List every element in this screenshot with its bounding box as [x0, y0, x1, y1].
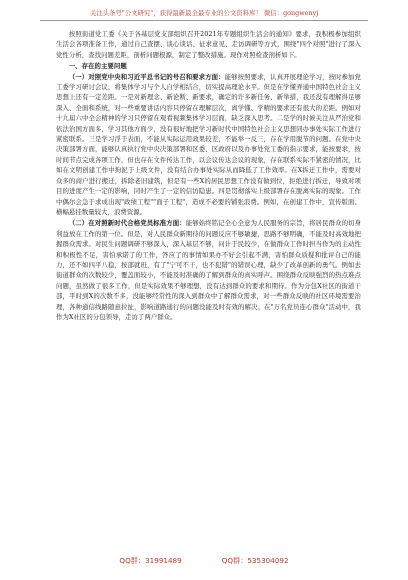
subsection-body-1: 能够按照要求，认真开展理论学习，按时参加党工委学习研讨会议，将集体学习与个人自学相结合，切实提高理论水平。但是在学懂弄通中国特色社会主义思想上还有一定差距。一是对新理念、新论断、新要求，确定的许多新任务、新举措，我还没有理解得足够深入、全面和系统，对一些重要讲话内容只停留在理解层次，离学懂、学精的要求还有很大的差距。例如对十九届六中全会精神的学习只停留在观看视频集体学习层面，缺乏深入思考。二是学的时候关注从严治党和依法治国方面多，学习其他方面少，没有很好地把学习新时代中国特色社会主义思想同办事处实际工作进行紧密联系。三是学习浮于表面，不能从实际运用效果较差，不能举一反三，存在学用脱节的问题。在党中央决策部署方面，能够认真执行党中央决策部署和区委、区政府以及办事处党工委的指示要求，能按要求，按时间节点完成各项工作，但也存在文件传达工作，以会议传达会议的现象，存在联系实际不紧密的情况，比如在文明创建工作中拘泥于上级文件，没有结合办事处实际从而降低了工作效率。在X拆迁工作中，需要对众多的商户进行搬迁，拆除老旧建筑，但是有一些X的居民思想工作没有做到位，拒绝进行拆迁，导致对项目的进度产生一定的影响，同时产生了一定的信访隐患。四是贯彻落实上级部署存在脱离实际的现象。工作中偶尔会急于求成出现"政绩工程""面子工程"，造成不必要的铺张浪费。例如，在创建工作中，宣传版面、横幅悬挂数量较大，浪费资源。: [56, 72, 361, 216]
intro-paragraph: 按照街道党工委《关于各基层党支部组织召开2021年专题组织生活会的通知》要求，我积极参加组织生活会各项准备工作，通过自己查摆、谈心谈话、征求意见、走访调研等方式，围绕"四个对照"进行了深入党性分析，查找问题差距，剖析问题根源，制定了整改措施。现作对照检查剖析如下。: [56, 30, 361, 59]
subsection-body-2: 能够始终铭记全心全意为人民服务的宗旨，将居民群众的切身利益放在工作的第一位。但是，对人民群众新期待的问题反应不够敏捷，思路不够明确，不能及时高效地把握群众需求。对民生问题调研不够深入，深入基层不够，问计于民较少，在做群众工作时担当作为的主动性和积极性不足，害怕承诺了的工作，答应了的事情如果办不好会引起不满，害怕群众质疑和批评自己的能力，还不如四平八稳，按部就班，有了"宁可不干，也不犯错"的错误心理，缺少了改革创新的勇气。例如去街道群众的次数较少，覆盖面较小，不能及时准确的了解到群众的真实呼声。围绕群众反映强烈的热点难点问题，虽然做了很多工作，但是实际效果不够理想，没有达到群众的要求和期待。作为分包X社区的街道干部，平时到X的次数不多，没能够经常性的深入到群众中了解群众需求，对一些群众反映的社区环境需要治理，各种通信线路随意拉扯，影响道路通行的问题没能及时有效的解决。在"万名党员连心群众"活动中，我作为X社区的分包领导，走访了两户群众。: [56, 219, 361, 321]
subsection-heading-2: （二）在对照新时代合格党员标准方面：: [68, 219, 186, 228]
subsection-heading-1: （一）对照党中央和习近平总书记的号召和要求方面：: [68, 72, 225, 81]
footer-qq-group-1: QQ群：31991489: [119, 556, 182, 565]
header-notice: 关注头条号"公文研究"，获得最新最全最专业的公文资料库！ 微信：gongwenyj: [89, 9, 319, 17]
section-paragraph-2: [56, 218, 361, 322]
document-body: [56, 29, 361, 323]
section-paragraph-1: [56, 72, 361, 218]
footer-qq-group-2: QQ群：535304092: [221, 556, 289, 565]
header-divider: [40, 20, 368, 21]
footer-contact: [0, 556, 408, 566]
section-heading: 一、存在的主要问题: [68, 62, 127, 71]
